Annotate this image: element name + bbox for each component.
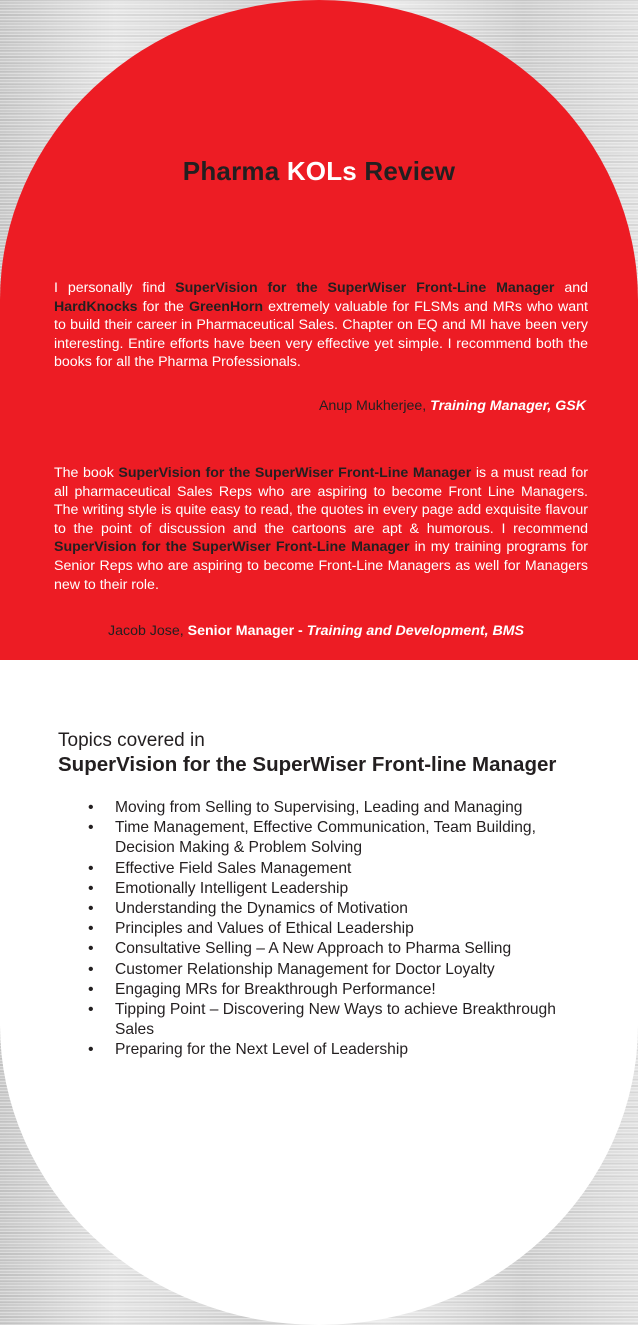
topic-item [88, 980, 588, 1000]
topic-label: Principles and Values of Ethical Leadership [115, 920, 414, 938]
bullet-icon: • [88, 960, 94, 978]
review-attribution-2: Jacob Jose, Senior Manager - Training and Development, BMS [108, 623, 525, 639]
topic-label: Understanding the Dynamics of Motivation [115, 900, 408, 918]
topic-label: Effective Field Sales Management [115, 859, 352, 877]
topic-label: Moving from Selling to Supervising, Leading and Managing [115, 799, 523, 816]
review-attribution-1: Anup Mukherjee, Training Manager, GSK [318, 398, 586, 414]
page-title: Pharma KOLs Review [182, 156, 456, 186]
topic-label: Emotionally Intelligent Leadership [115, 879, 349, 897]
topic-item [88, 919, 588, 939]
bullet-icon: • [88, 879, 94, 897]
topics-list [88, 798, 588, 1061]
bullet-icon: • [88, 1001, 94, 1019]
bullet-icon: • [88, 900, 94, 918]
topic-label: Engaging MRs for Breakthrough Performance! [115, 980, 436, 998]
topic-item [88, 879, 588, 899]
topic-label: Customer Relationship Management for Doctor Loyalty [115, 960, 495, 978]
bullet-icon: • [88, 940, 94, 958]
review-jacob-jose: The book SuperVision for the SuperWiser Front-Line Manager is a must read for all pharmaceutical Sales Reps who are aspiring to become Front Line Managers. The writing style is quite easy to read, the quotes in every page add exquisite flavour to the point of discussion and the cartoons are apt & humorous. I recommend SuperVision for the SuperWiser Front-Line Manager in my training programs for Senior Reps who are aspiring to become Front-Line Managers as well for Managers new to their role. [54, 465, 588, 593]
topic-item [88, 960, 588, 980]
topic-item [88, 798, 588, 818]
bullet-icon: • [88, 920, 94, 938]
topic-label: Preparing for the Next Level of Leadership [115, 1041, 408, 1059]
topic-label: Time Management, Effective Communication, Team Building, Decision Making & Problem Solving [115, 819, 536, 857]
bullet-icon: • [88, 980, 94, 998]
topic-item [88, 1000, 588, 1040]
topic-item [88, 859, 588, 879]
topics-book-title: SuperVision for the SuperWiser Front-line Manager [58, 753, 557, 776]
bullet-icon: • [88, 799, 94, 816]
bullet-icon: • [88, 859, 94, 877]
topic-item [88, 939, 588, 959]
topic-item [88, 1040, 588, 1060]
bullet-icon: • [88, 819, 94, 837]
topic-item [88, 818, 588, 858]
topic-item [88, 899, 588, 919]
topic-label: Tipping Point – Discovering New Ways to achieve Breakthrough Sales [115, 1001, 556, 1039]
topics-intro: Topics covered in [58, 730, 205, 751]
bullet-icon: • [88, 1041, 94, 1059]
topic-label: Consultative Selling – A New Approach to Pharma Selling [115, 940, 512, 958]
review-anup-mukherjee: I personally find SuperVision for the SuperWiser Front-Line Manager and HardKnocks for the GreenHorn extremely valuable for FLSMs and MRs who want to build their career in Pharmaceutical Sales. Chapter on EQ and MI have been very interesting. Entire efforts have been very effective yet simple. I recommend both the books for all the Pharma Professionals. [54, 280, 588, 371]
